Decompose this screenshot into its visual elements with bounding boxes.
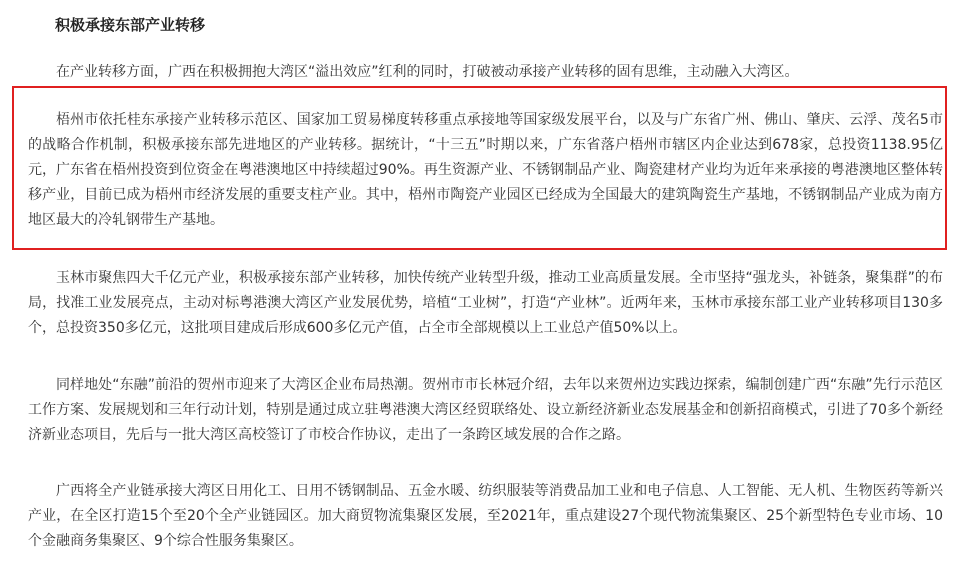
section-heading: 积极承接东部产业转移 xyxy=(55,16,206,34)
paragraph-wuzhou: 梧州市依托桂东承接产业转移示范区、国家加工贸易梯度转移重点承接地等国家级发展平台，以及与广东省广州、佛山、肇庆、云浮、茂名5市的战略合作机制，积极承接东部先进地区的产业转移。据统计，“十三五”时期以来，广东省落户梧州市辖区内企业达到678家，总投资1138.95亿元，广东省在梧州投资到位资金在粤港澳地区中持续超过90%。再生资源产业、不锈钢制品产业、陶瓷建材产业均为近年来承接的粤港澳地区整体转移产业，目前已成为梧州市经济发展的重要支柱产业。其中，梧州市陶瓷产业园区已经成为全国最大的建筑陶瓷生产基地，不锈钢制品产业成为南方地区最大的冷轧钢带生产基地。 xyxy=(28,112,943,228)
highlight-annotation-box xyxy=(12,86,947,250)
paragraph-intro: 在产业转移方面，广西在积极拥抱大湾区“溢出效应”红利的同时，打破被动承接产业转移的固有思维，主动融入大湾区。 xyxy=(56,64,799,80)
paragraph-guangxi: 广西将全产业链承接大湾区日用化工、日用不锈钢制品、五金水暖、纺织服装等消费品加工业和电子信息、人工智能、无人机、生物医药等新兴产业，在全区打造15个至20个全产业链园区。加大商贸物流集聚区发展，至2021年，重点建设27个现代物流集聚区、25个新型特色专业市场、10个金融商务集聚区、9个综合性服务集聚区。 xyxy=(28,483,943,549)
paragraph-yulin: 玉林市聚焦四大千亿元产业，积极承接东部产业转移，加快传统产业转型升级，推动工业高质量发展。全市坚持“强龙头，补链条，聚集群”的布局，找准工业发展亮点，主动对标粤港澳大湾区产业发展优势，培植“工业树”，打造“产业林”。近两年来，玉林市承接东部工业产业转移项目130多个，总投资350多亿元，这批项目建成后形成600多亿元产值，占全市全部规模以上工业总产值50%以上。 xyxy=(28,270,943,336)
paragraph-hezhou: 同样地处“东融”前沿的贺州市迎来了大湾区企业布局热潮。贺州市市长林冠介绍，去年以来贺州边实践边探索，编制创建广西“东融”先行示范区工作方案、发展规划和三年行动计划，特别是通过成立驻粤港澳大湾区经贸联络处、设立新经济新业态发展基金和创新招商模式，引进了70多个新经济新业态项目，先后与一批大湾区高校签订了市校合作协议，走出了一条跨区域发展的合作之路。 xyxy=(28,377,943,443)
